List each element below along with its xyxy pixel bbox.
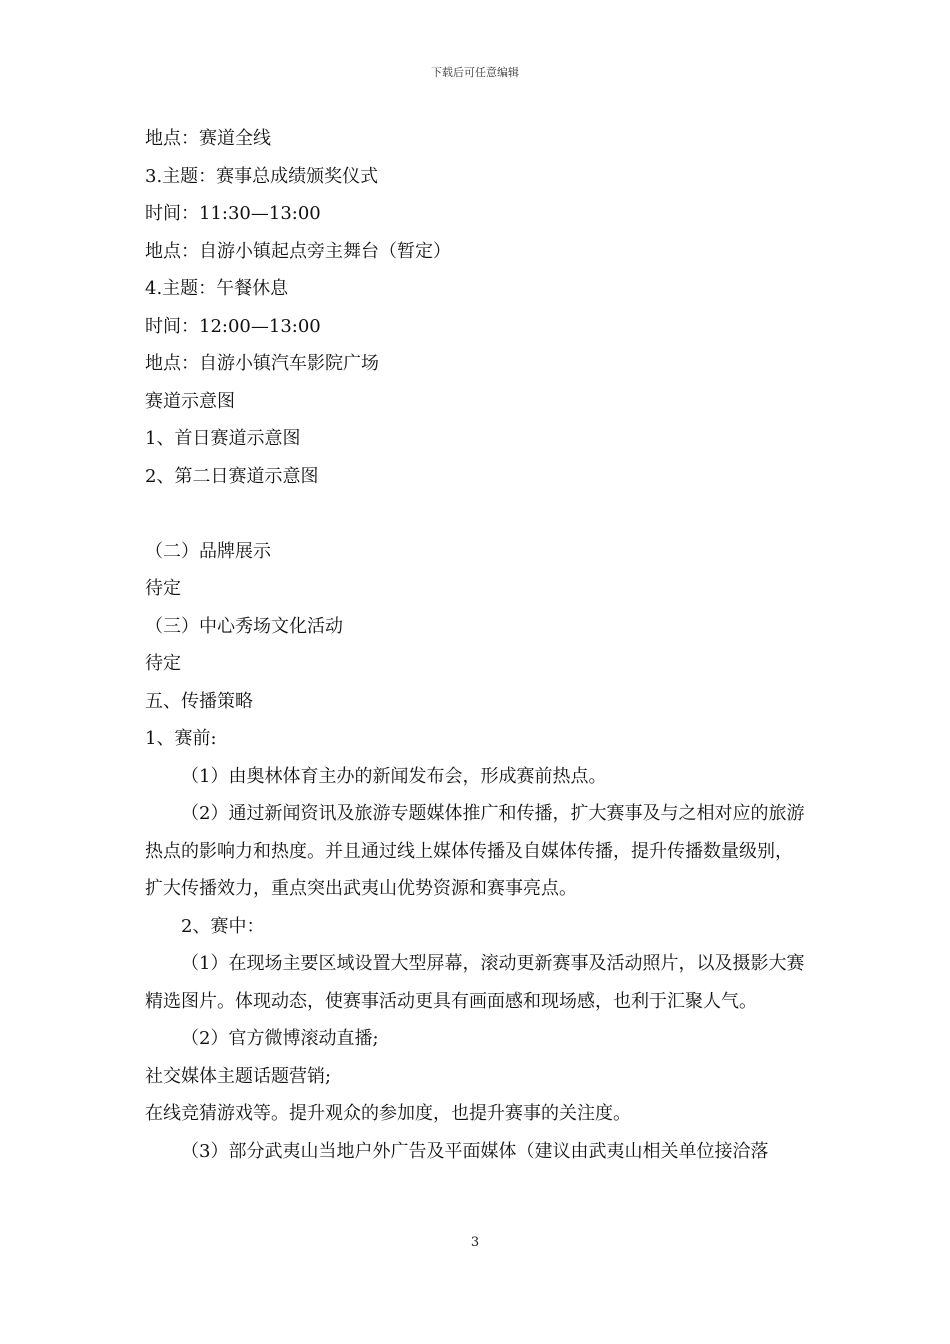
line-social-media: 社交媒体主题话题营销; <box>145 1065 332 1087</box>
line-online-guessing: 在线竞猜游戏等。提升观众的参加度，也提升赛事的关注度。 <box>145 1103 631 1124</box>
line-mid-race: 2、赛中： <box>181 915 265 937</box>
line-route-map-heading: 赛道示意图 <box>145 390 235 412</box>
line-route-map-day1: 1、首日赛道示意图 <box>145 428 301 449</box>
line-theme-4: 4.主题：午餐休息 <box>145 278 289 299</box>
paragraph-mid-race-2: （2）官方微博滚动直播; <box>181 1028 379 1049</box>
line-pre-race: 1、赛前: <box>145 728 217 749</box>
line-tbd-2: 待定 <box>145 653 181 674</box>
line-theme-3: 3.主题：赛事总成绩颁奖仪式 <box>145 165 379 187</box>
line-tbd-1: 待定 <box>145 578 181 599</box>
paragraph-mid-race-3: （3）部分武夷山当地户外广告及平面媒体（建议由武夷山相关单位接洽落 <box>181 1140 769 1162</box>
document-body <box>145 120 810 1170</box>
line-location-full-course: 地点：赛道全线 <box>145 128 271 149</box>
paragraph-pre-race-1: （1）由奥林体育主办的新闻发布会，形成赛前热点。 <box>181 765 607 787</box>
section-center-show: （三）中心秀场文化活动 <box>145 615 343 637</box>
line-location-3: 地点：自游小镇起点旁主舞台（暂定） <box>145 240 451 262</box>
paragraph-pre-race-2: （2）通过新闻资讯及旅游专题媒体推广和传播，扩大赛事及与之相对应的旅游热点的影响力和热度。并且通过线上媒体传播及自媒体传播，提升传播数量级别，扩大传播效力，重点突出武夷山优势资源和赛事亮点。 <box>145 803 805 899</box>
line-time-4: 时间：12:00—13:00 <box>145 315 321 337</box>
blank-line <box>145 495 810 533</box>
section-brand-display: （二）品牌展示 <box>145 540 271 562</box>
page-number: 3 <box>470 1235 480 1250</box>
line-route-map-day2: 2、第二日赛道示意图 <box>145 465 319 487</box>
section-communication-strategy: 五、传播策略 <box>145 690 253 712</box>
line-time-3: 时间：11:30—13:00 <box>145 203 321 224</box>
paragraph-mid-race-1: （1）在现场主要区域设置大型屏幕，滚动更新赛事及活动照片，以及摄影大赛精选图片。体现动态，使赛事活动更具有画面感和现场感，也利于汇聚人气。 <box>145 953 805 1012</box>
page-header: 下载后可任意编辑 <box>431 66 519 79</box>
line-location-4: 地点：自游小镇汽车影院广场 <box>145 353 379 374</box>
